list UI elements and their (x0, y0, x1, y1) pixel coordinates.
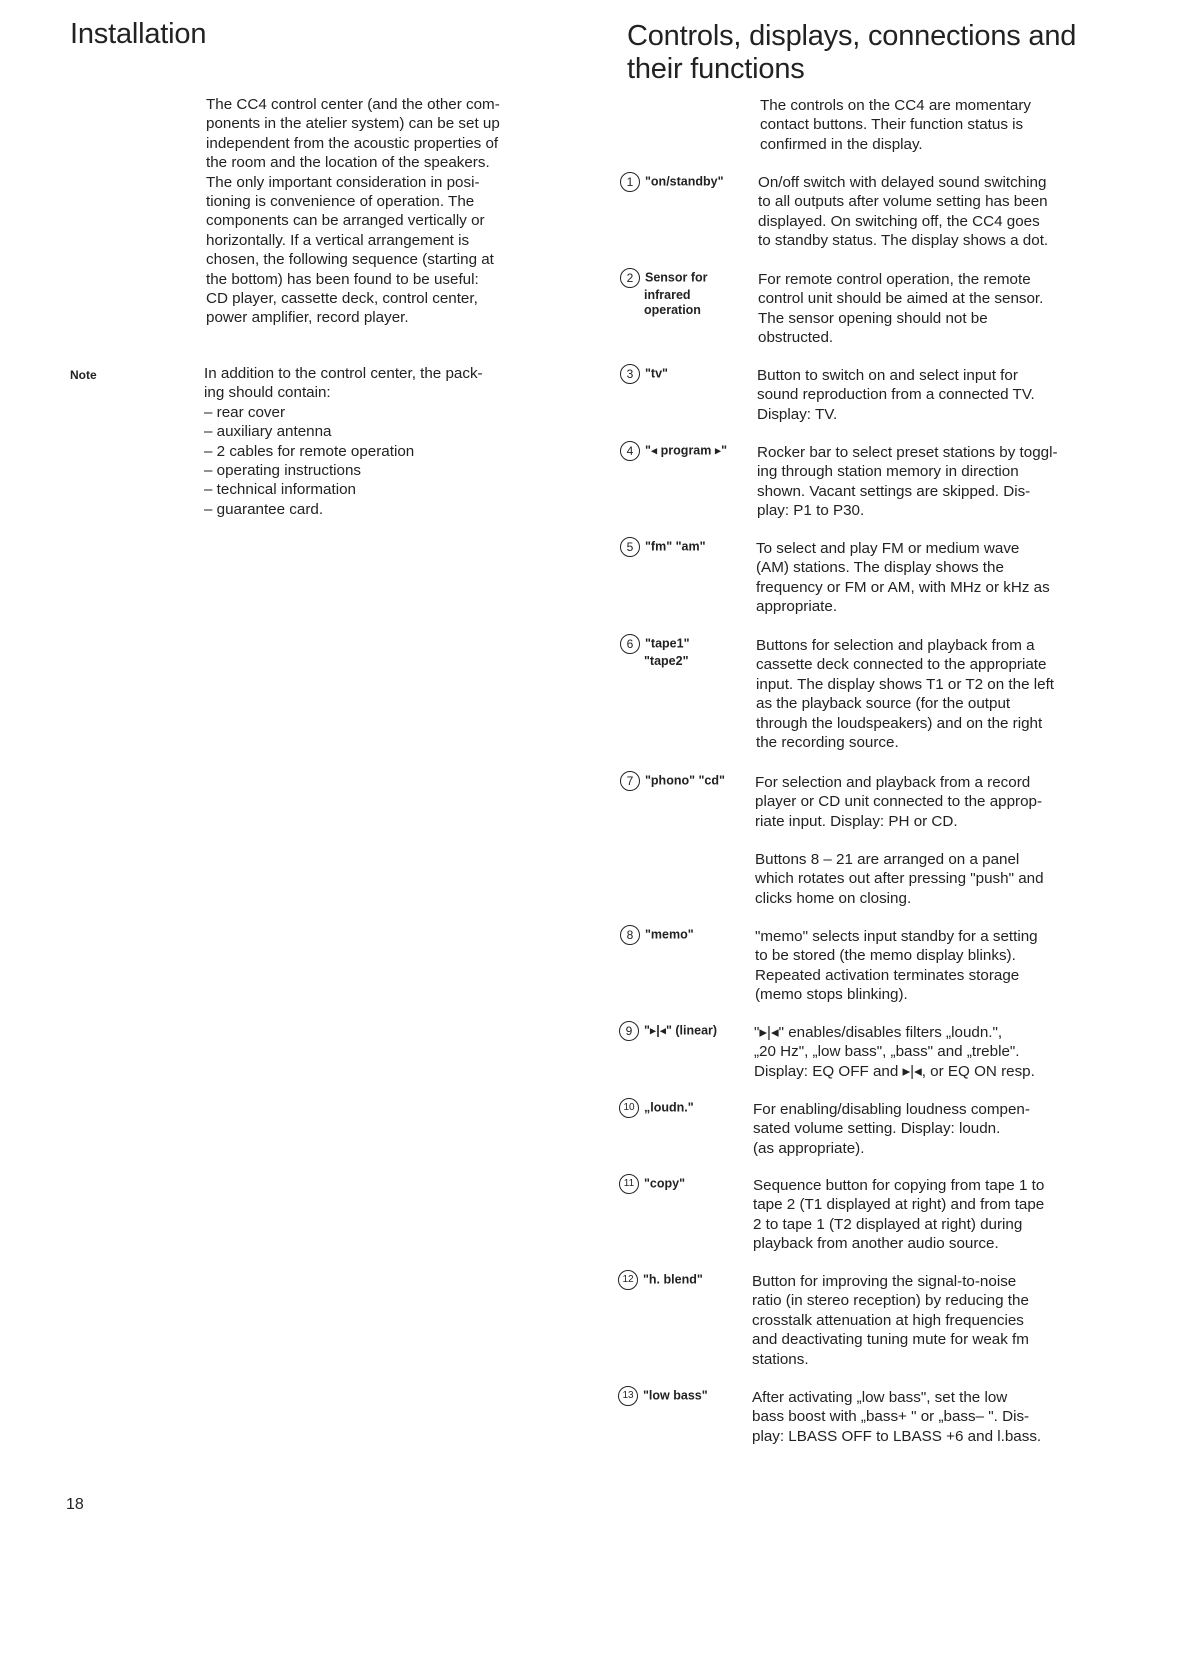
text-line: confirmed in the display. (760, 135, 923, 153)
text-line: „20 Hz", „low bass", „bass" and „treble". (754, 1043, 1020, 1061)
text-line: sated volume setting. Display: loudn. (753, 1120, 1001, 1138)
text-line: For selection and playback from a record (755, 774, 1031, 791)
control-desc-h-blend (752, 1272, 1097, 1369)
text-line: In addition to the control center, the pack- (204, 365, 483, 382)
text-line: tape 2 (T1 displayed at right) and from tape (753, 1196, 1045, 1214)
text-line: playback from another audio source. (753, 1235, 999, 1253)
text-line: Buttons for selection and playback from a (756, 637, 1035, 654)
installation-heading: Installation (70, 18, 207, 50)
control-desc-linear (754, 1023, 1099, 1081)
text-line: To select and play FM or medium wave (756, 540, 1020, 557)
label-text: "▸|◂" (linear) (644, 1023, 718, 1038)
text-line: appropriate. (756, 598, 838, 616)
text-line: "▸|◂" enables/disables filters „loudn.", (754, 1024, 1003, 1041)
control-label-low-bass (618, 1386, 708, 1406)
text-line: "memo" selects input standby for a setting (755, 928, 1038, 945)
text-line: through the loudspeakers) and on the right (756, 714, 1043, 732)
label-text: "tape1" (645, 636, 690, 651)
text-line: The sensor opening should not be (758, 309, 988, 327)
text-line: The only important consideration in posi- (206, 173, 480, 191)
page-number: 18 (66, 1496, 84, 1513)
list-item: – guarantee card. (204, 500, 324, 518)
text-line: and deactivating tuning mute for weak fm (752, 1331, 1029, 1349)
item-number: 10 (619, 1098, 639, 1118)
item-number: 9 (619, 1021, 639, 1041)
note-label: Note (70, 368, 97, 382)
text-line: power amplifier, record player. (206, 309, 409, 327)
text-line: input. The display shows T1 or T2 on the left (756, 675, 1055, 693)
control-label-phono-cd (620, 771, 725, 791)
item-number: 12 (618, 1270, 638, 1290)
text-line: (as appropriate). (753, 1139, 865, 1157)
label-text: "phono" "cd" (645, 773, 725, 788)
controls-heading (627, 20, 1076, 86)
package-contents (204, 364, 544, 519)
text-line: the bottom) has been found to be useful: (206, 270, 479, 288)
text-line: For enabling/disabling loudness compen- (753, 1101, 1030, 1118)
text-line: riate input. Display: PH or CD. (755, 812, 958, 830)
control-label-linear (619, 1021, 717, 1041)
list-item: – operating instructions (204, 462, 362, 480)
text-line: Button for improving the signal-to-noise (752, 1273, 1017, 1290)
text-line: chosen, the following sequence (starting at (206, 251, 494, 269)
item-number: 11 (619, 1174, 639, 1194)
control-desc-program (757, 443, 1102, 521)
label-text: operation (644, 303, 701, 317)
text-line: sound reproduction from a connected TV. (757, 386, 1035, 404)
control-label-tape (620, 634, 690, 669)
text-line: horizontally. If a vertical arrangement is (206, 231, 470, 249)
label-text: "on/standby" (645, 174, 724, 189)
text-line: clicks home on closing. (755, 889, 912, 907)
label-text: "tape2" (644, 654, 689, 668)
text-line: independent from the acoustic properties of (206, 134, 499, 152)
text-line: bass boost with „bass+ " or „bass– ". Dis- (752, 1408, 1030, 1426)
label-text: "◂ program ▸" (645, 443, 728, 458)
text-line: cassette deck connected to the appropriate (756, 656, 1047, 674)
text-line: to standby status. The display shows a dot. (758, 232, 1049, 250)
label-text: "tv" (645, 366, 668, 381)
text-line: 2 to tape 1 (T2 displayed at right) during (753, 1215, 1023, 1233)
control-desc-low-bass (752, 1388, 1097, 1446)
text-line: control unit should be aimed at the sensor. (758, 290, 1044, 308)
text-line: Rocker bar to select preset stations by toggl- (757, 444, 1058, 461)
text-line: Repeated activation terminates storage (755, 966, 1020, 984)
text-line: player or CD unit connected to the approp- (755, 793, 1043, 811)
control-desc-on-standby (758, 173, 1098, 251)
control-desc-phono-cd (755, 773, 1100, 831)
control-desc-memo (755, 927, 1100, 1005)
control-desc-sensor (758, 270, 1098, 348)
item-number: 5 (620, 537, 640, 557)
text-line: For remote control operation, the remote (758, 271, 1031, 288)
text-line: ing should contain: (204, 384, 331, 402)
controls-intro (760, 96, 1100, 154)
control-desc-tape (756, 636, 1101, 752)
item-number: 6 (620, 634, 640, 654)
label-text: „loudn." (644, 1100, 694, 1115)
label-text: "h. blend" (643, 1272, 703, 1287)
label-text: "copy" (644, 1176, 686, 1191)
text-line: Display: EQ OFF and ▸|◂, or EQ ON resp. (754, 1062, 1035, 1080)
item-number: 8 (620, 925, 640, 945)
control-label-on-standby (620, 172, 724, 192)
text-line: shown. Vacant settings are skipped. Dis- (757, 482, 1031, 500)
text-line: obstructed. (758, 329, 834, 347)
list-item: – technical information (204, 481, 356, 499)
label-text: Sensor for (645, 270, 708, 285)
item-number: 13 (618, 1386, 638, 1406)
control-desc-tv (757, 366, 1097, 424)
control-label-tv (620, 364, 668, 384)
text-line: contact buttons. Their function status is (760, 116, 1024, 134)
heading-line: their functions (627, 53, 805, 85)
control-label-fm-am (620, 537, 706, 557)
control-desc-copy (753, 1176, 1098, 1254)
control-desc-loudn (753, 1100, 1098, 1158)
text-line: The CC4 control center (and the other com- (206, 96, 500, 113)
item-number: 1 (620, 172, 640, 192)
text-line: to all outputs after volume setting has been (758, 193, 1048, 211)
text-line: ing through station memory in direction (757, 463, 1019, 481)
heading-line: Controls, displays, connections and (627, 20, 1077, 52)
text-line: ratio (in stereo reception) by reducing the (752, 1292, 1029, 1310)
text-line: CD player, cassette deck, control center, (206, 290, 478, 308)
label-text: "fm" "am" (645, 539, 706, 554)
text-line: Buttons 8 – 21 are arranged on a panel (755, 851, 1020, 868)
text-line: tioning is convenience of operation. The (206, 193, 475, 211)
text-line: The controls on the CC4 are momentary (760, 97, 1031, 114)
item-number: 7 (620, 771, 640, 791)
text-line: the room and the location of the speakers. (206, 154, 490, 172)
text-line: to be stored (the memo display blinks). (755, 947, 1016, 965)
control-label-loudn (619, 1098, 694, 1118)
text-line: stations. (752, 1350, 809, 1368)
text-line: (AM) stations. The display shows the (756, 559, 1004, 577)
control-label-program (620, 441, 727, 461)
text-line: On/off switch with delayed sound switching (758, 174, 1047, 191)
label-text: "memo" (645, 927, 694, 942)
list-item: – rear cover (204, 403, 286, 421)
control-label-h-blend (618, 1270, 703, 1290)
list-item: – 2 cables for remote operation (204, 442, 415, 460)
text-line: the recording source. (756, 734, 899, 752)
text-line: frequency or FM or AM, with MHz or kHz as (756, 578, 1050, 596)
text-line: After activating „low bass", set the low (752, 1389, 1008, 1406)
text-line: Sequence button for copying from tape 1 to (753, 1177, 1045, 1194)
text-line: Display: TV. (757, 405, 838, 423)
text-line: as the playback source (for the output (756, 695, 1011, 713)
installation-intro (206, 95, 546, 328)
text-line: ponents in the atelier system) can be set up (206, 115, 500, 133)
control-desc-fm-am (756, 539, 1101, 617)
item-number: 3 (620, 364, 640, 384)
text-line: (memo stops blinking). (755, 986, 908, 1004)
text-line: Button to switch on and select input for (757, 367, 1018, 384)
text-line: play: P1 to P30. (757, 502, 865, 520)
label-text: "low bass" (643, 1388, 708, 1403)
control-label-memo (620, 925, 694, 945)
item-number: 4 (620, 441, 640, 461)
panel-note (755, 850, 1100, 908)
list-item: – auxiliary antenna (204, 423, 332, 441)
text-line: components can be arranged vertically or (206, 212, 485, 230)
control-label-copy (619, 1174, 685, 1194)
text-line: which rotates out after pressing "push" and (755, 870, 1044, 888)
control-label-sensor (620, 268, 708, 318)
label-text: infrared (644, 288, 691, 302)
text-line: displayed. On switching off, the CC4 goes (758, 212, 1040, 230)
text-line: play: LBASS OFF to LBASS +6 and l.bass. (752, 1427, 1042, 1445)
text-line: crosstalk attenuation at high frequencies (752, 1311, 1024, 1329)
item-number: 2 (620, 268, 640, 288)
